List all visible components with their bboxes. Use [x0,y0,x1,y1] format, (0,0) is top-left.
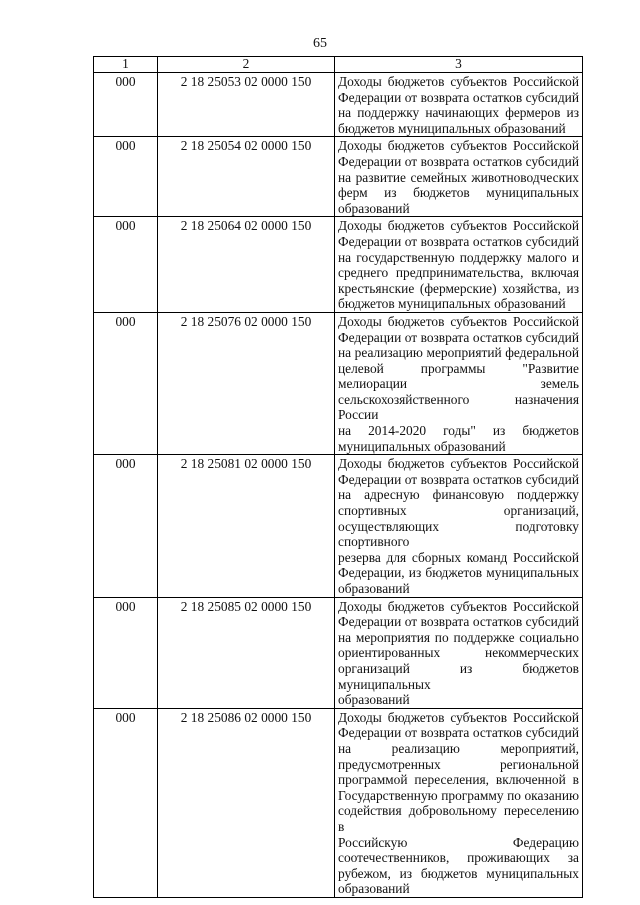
description-line: ориентированных некоммерческих [338,645,579,661]
description-line: на государственную поддержку малого и [338,249,579,265]
description-line: Федерации от возврата остатков субсидий [338,725,579,741]
description-line: Государственную программу по оказанию [338,787,579,803]
table-row [94,217,583,313]
admin-code-cell: 000 [94,312,158,454]
description-line: предусмотренных региональной [338,756,579,772]
description-line: Доходы бюджетов субъектов Российской [338,313,579,329]
table-row [94,73,583,137]
admin-code-cell: 000 [94,73,158,137]
description-line: на развитие семейных животноводческих [338,169,579,185]
description-line: Федерации от возврата остатков субсидий [338,153,579,169]
description-line: среднего предпринимательства, включая [338,265,579,281]
revenue-description-cell [335,73,583,137]
description-line: мелиорации земель [338,376,579,392]
revenue-description-cell [335,217,583,313]
table-row [94,597,583,708]
revenue-description-cell [335,455,583,597]
revenue-classification-table [93,56,583,898]
description-line: Российскую Федерацию [338,834,579,850]
budget-classification-code-cell: 2 18 25054 02 0000 150 [158,137,335,217]
page-number: 65 [313,36,327,51]
column-header-2: 2 [158,57,335,73]
description-line: организаций из бюджетов муниципальных [338,660,579,692]
table-header-row [94,57,583,73]
description-line: целевой программы "Развитие [338,360,579,376]
revenue-description-cell [335,312,583,454]
description-line: на 2014-2020 годы" из бюджетов [338,423,579,439]
description-line: Федерации от возврата остатков субсидий [338,329,579,345]
admin-code-cell: 000 [94,597,158,708]
budget-classification-code-cell: 2 18 25081 02 0000 150 [158,455,335,597]
budget-classification-code-cell: 2 18 25076 02 0000 150 [158,312,335,454]
description-line: содействия добровольному переселению в [338,803,579,834]
admin-code-cell: 000 [94,217,158,313]
description-line: Федерации от возврата остатков субсидий [338,614,579,630]
revenue-description-cell [335,708,583,897]
table-row [94,137,583,217]
column-header-3: 3 [335,57,583,73]
description-line: Доходы бюджетов субъектов Российской [338,709,579,725]
table-row [94,708,583,897]
description-line: Федерации от возврата остатков субсидий [338,233,579,249]
description-line: сельскохозяйственного назначения России [338,391,579,423]
description-line: Доходы бюджетов субъектов Российской [338,74,579,89]
revenue-description-cell [335,137,583,217]
admin-code-cell: 000 [94,137,158,217]
budget-classification-code-cell: 2 18 25085 02 0000 150 [158,597,335,708]
description-line: образований [338,881,410,897]
description-line: бюджетов муниципальных образований [338,120,566,136]
column-header-1: 1 [94,57,158,73]
description-line: образований [338,200,410,216]
admin-code-cell: 000 [94,708,158,897]
description-line: Доходы бюджетов субъектов Российской [338,218,579,234]
description-line: рубежом, из бюджетов муниципальных [338,865,579,881]
budget-classification-code-cell: 2 18 25064 02 0000 150 [158,217,335,313]
description-line: муниципальных образований [338,438,506,454]
description-line: Федерации от возврата остатков субсидий [338,89,579,105]
description-line: осуществляющих подготовку спортивного [338,518,579,550]
description-line: крестьянские (фермерские) хозяйства, из [338,280,579,296]
description-line: Доходы бюджетов субъектов Российской [338,138,579,154]
description-line: на мероприятия по поддержке социально [338,629,579,645]
budget-classification-code-cell: 2 18 25086 02 0000 150 [158,708,335,897]
admin-code-cell: 000 [94,455,158,597]
budget-classification-code-cell: 2 18 25053 02 0000 150 [158,73,335,137]
description-line: спортивных организаций, [338,503,579,519]
description-line: образований [338,581,410,596]
table-row [94,455,583,597]
description-line: на поддержку начинающих фермеров из [338,105,579,121]
description-line: соотечественников, проживающих за [338,850,579,866]
description-line: Федерации от возврата остатков субсидий [338,471,579,487]
description-line: бюджетов муниципальных образований [338,296,566,312]
description-line: ферм из бюджетов муниципальных [338,185,579,201]
description-line: на реализацию мероприятий федеральной [338,345,579,361]
table-row [94,312,583,454]
description-line: резерва для сборных команд Российской [338,549,579,565]
description-line: Доходы бюджетов субъектов Российской [338,456,579,472]
revenue-description-cell [335,597,583,708]
description-line: образований [338,692,410,708]
description-line: на адресную финансовую поддержку [338,487,579,503]
description-line: программой переселения, включенной в [338,772,579,788]
description-line: Федерации, из бюджетов муниципальных [338,565,579,581]
description-line: Доходы бюджетов субъектов Российской [338,598,579,614]
description-line: на реализацию мероприятий, [338,740,579,756]
